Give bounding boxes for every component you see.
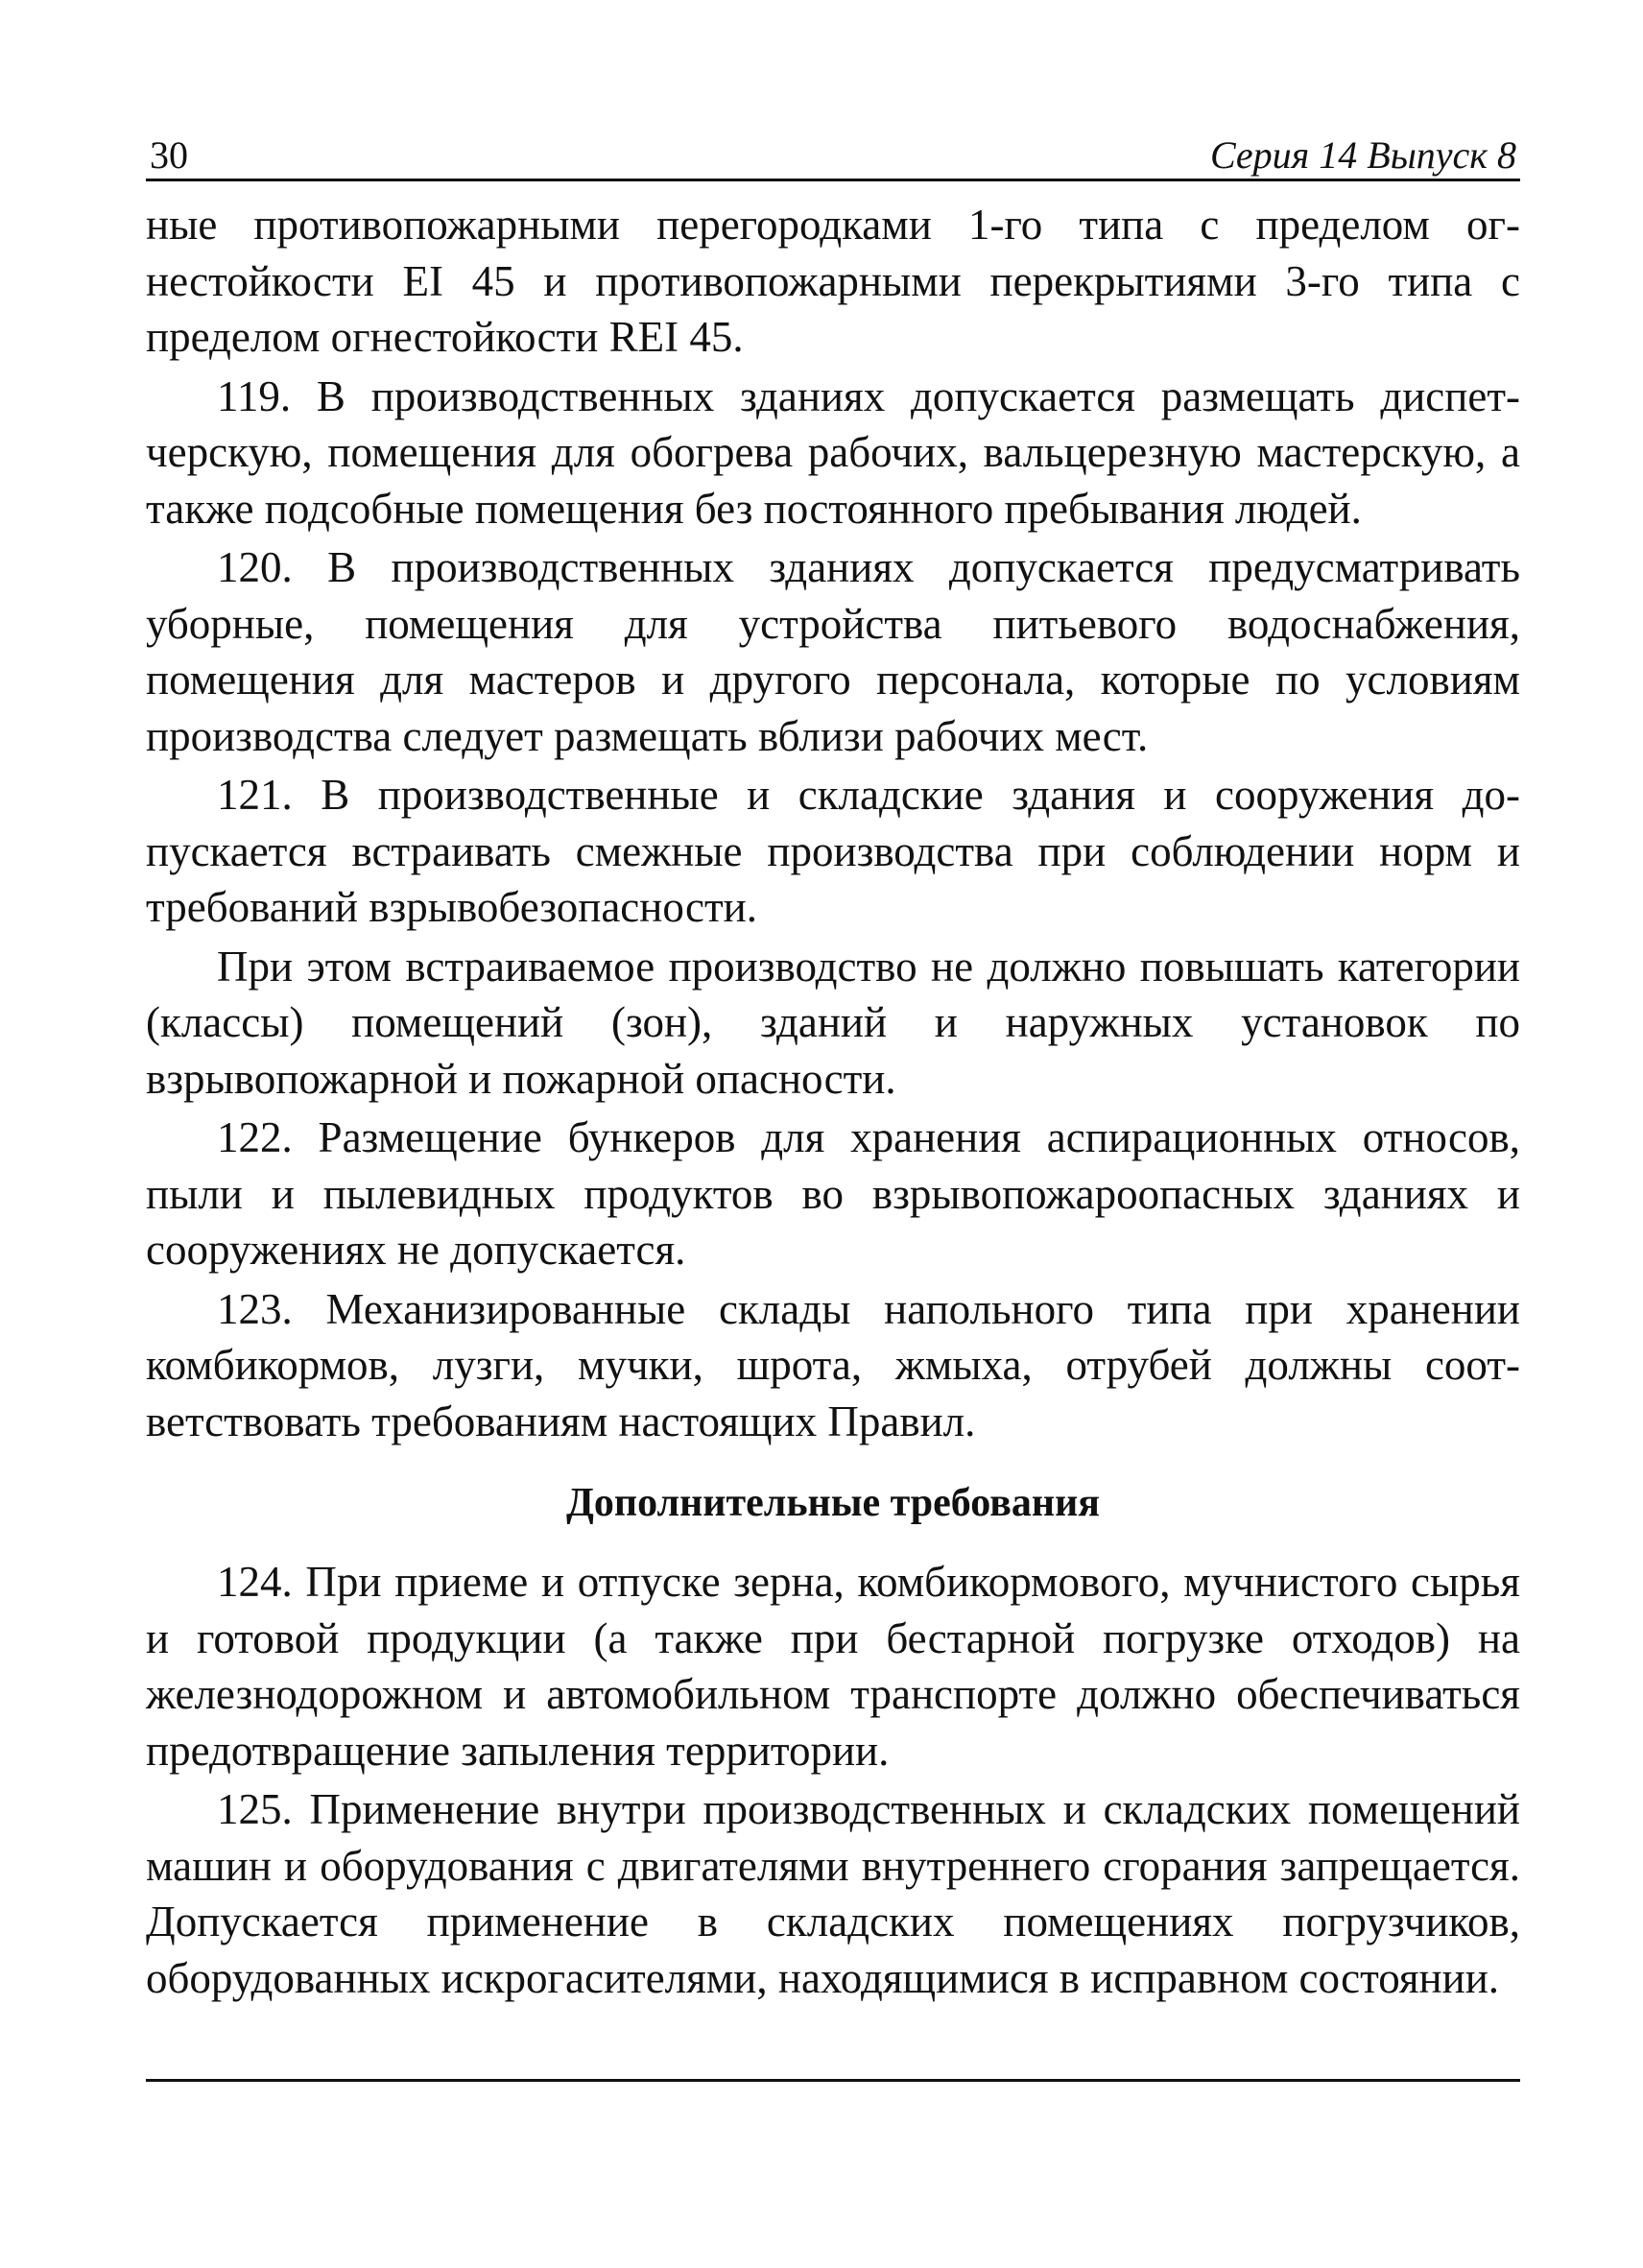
paragraph-120: 120. В производственных зданиях допускается предусматривать уборные, помещения для устройства питьевого водоснабжения, помещения для мастеров и другого персонала, которые по условиям производства следует размещать вблизи рабочих мест.: [146, 543, 1520, 760]
paragraph-119: 119. В производственных зданиях допускается размещать диспетчерскую, помещения для обогрева рабочих, вальцерезную мастерскую, а также подсобные помещения без постоянного пребывания людей.: [146, 371, 1520, 533]
body-text: [146, 197, 1520, 2006]
paragraph-121-note: При этом встраиваемое производство не должно повышать категории (классы) помещений (зон), зданий и наружных установок по взрывопожарной и пожарной опасности.: [146, 942, 1520, 1103]
series-title: Серия 14 Выпуск 8: [1209, 133, 1516, 177]
document-page: [146, 125, 1520, 2009]
paragraph-122: 122. Размещение бункеров для хранения аспирационных относов, пыли и пылевидных продуктов во взрывопожароопасных зданиях и сооружениях не допускается.: [146, 1113, 1520, 1274]
footer-rule: [146, 2079, 1520, 2082]
paragraph-121: 121. В производственные и складские здания и сооружения допускается встраивать смежные производства при соблюдении норм и требований взрывобезопасности.: [146, 771, 1520, 931]
paragraph-125: 125. Применение внутри производственных и складских помещений машин и оборудования с двигателями внутреннего сгорания запрещается. Допускается применение в складских помещениях погрузчиков, оборудованных искрогасителями, находящимися в исправном состоянии.: [146, 1785, 1520, 2002]
paragraph-continuation: ные противопожарными перегородками 1-го типа с пределом огнестойкости EI 45 и противопожарными перекрытиями 3-го типа с пределом огнестойкости REI 45.: [146, 201, 1520, 361]
page-number: 30: [150, 133, 188, 177]
running-head: [146, 125, 1520, 181]
section-heading: Дополнительные требования: [565, 1481, 1101, 1525]
paragraph-124: 124. При приеме и отпуске зерна, комбикормового, мучнистого сырья и готовой продукции (а также при бестарной погрузке отходов) на железнодорожном и автомобильном транспорте должно обеспечиваться предотвращение запыления территории.: [146, 1558, 1520, 1775]
paragraph-123: 123. Механизированные склады напольного типа при хранении комбикормов, лузги, мучки, шрота, жмыха, отрубей должны соответствовать требованиям настоящих Правил.: [146, 1284, 1520, 1445]
